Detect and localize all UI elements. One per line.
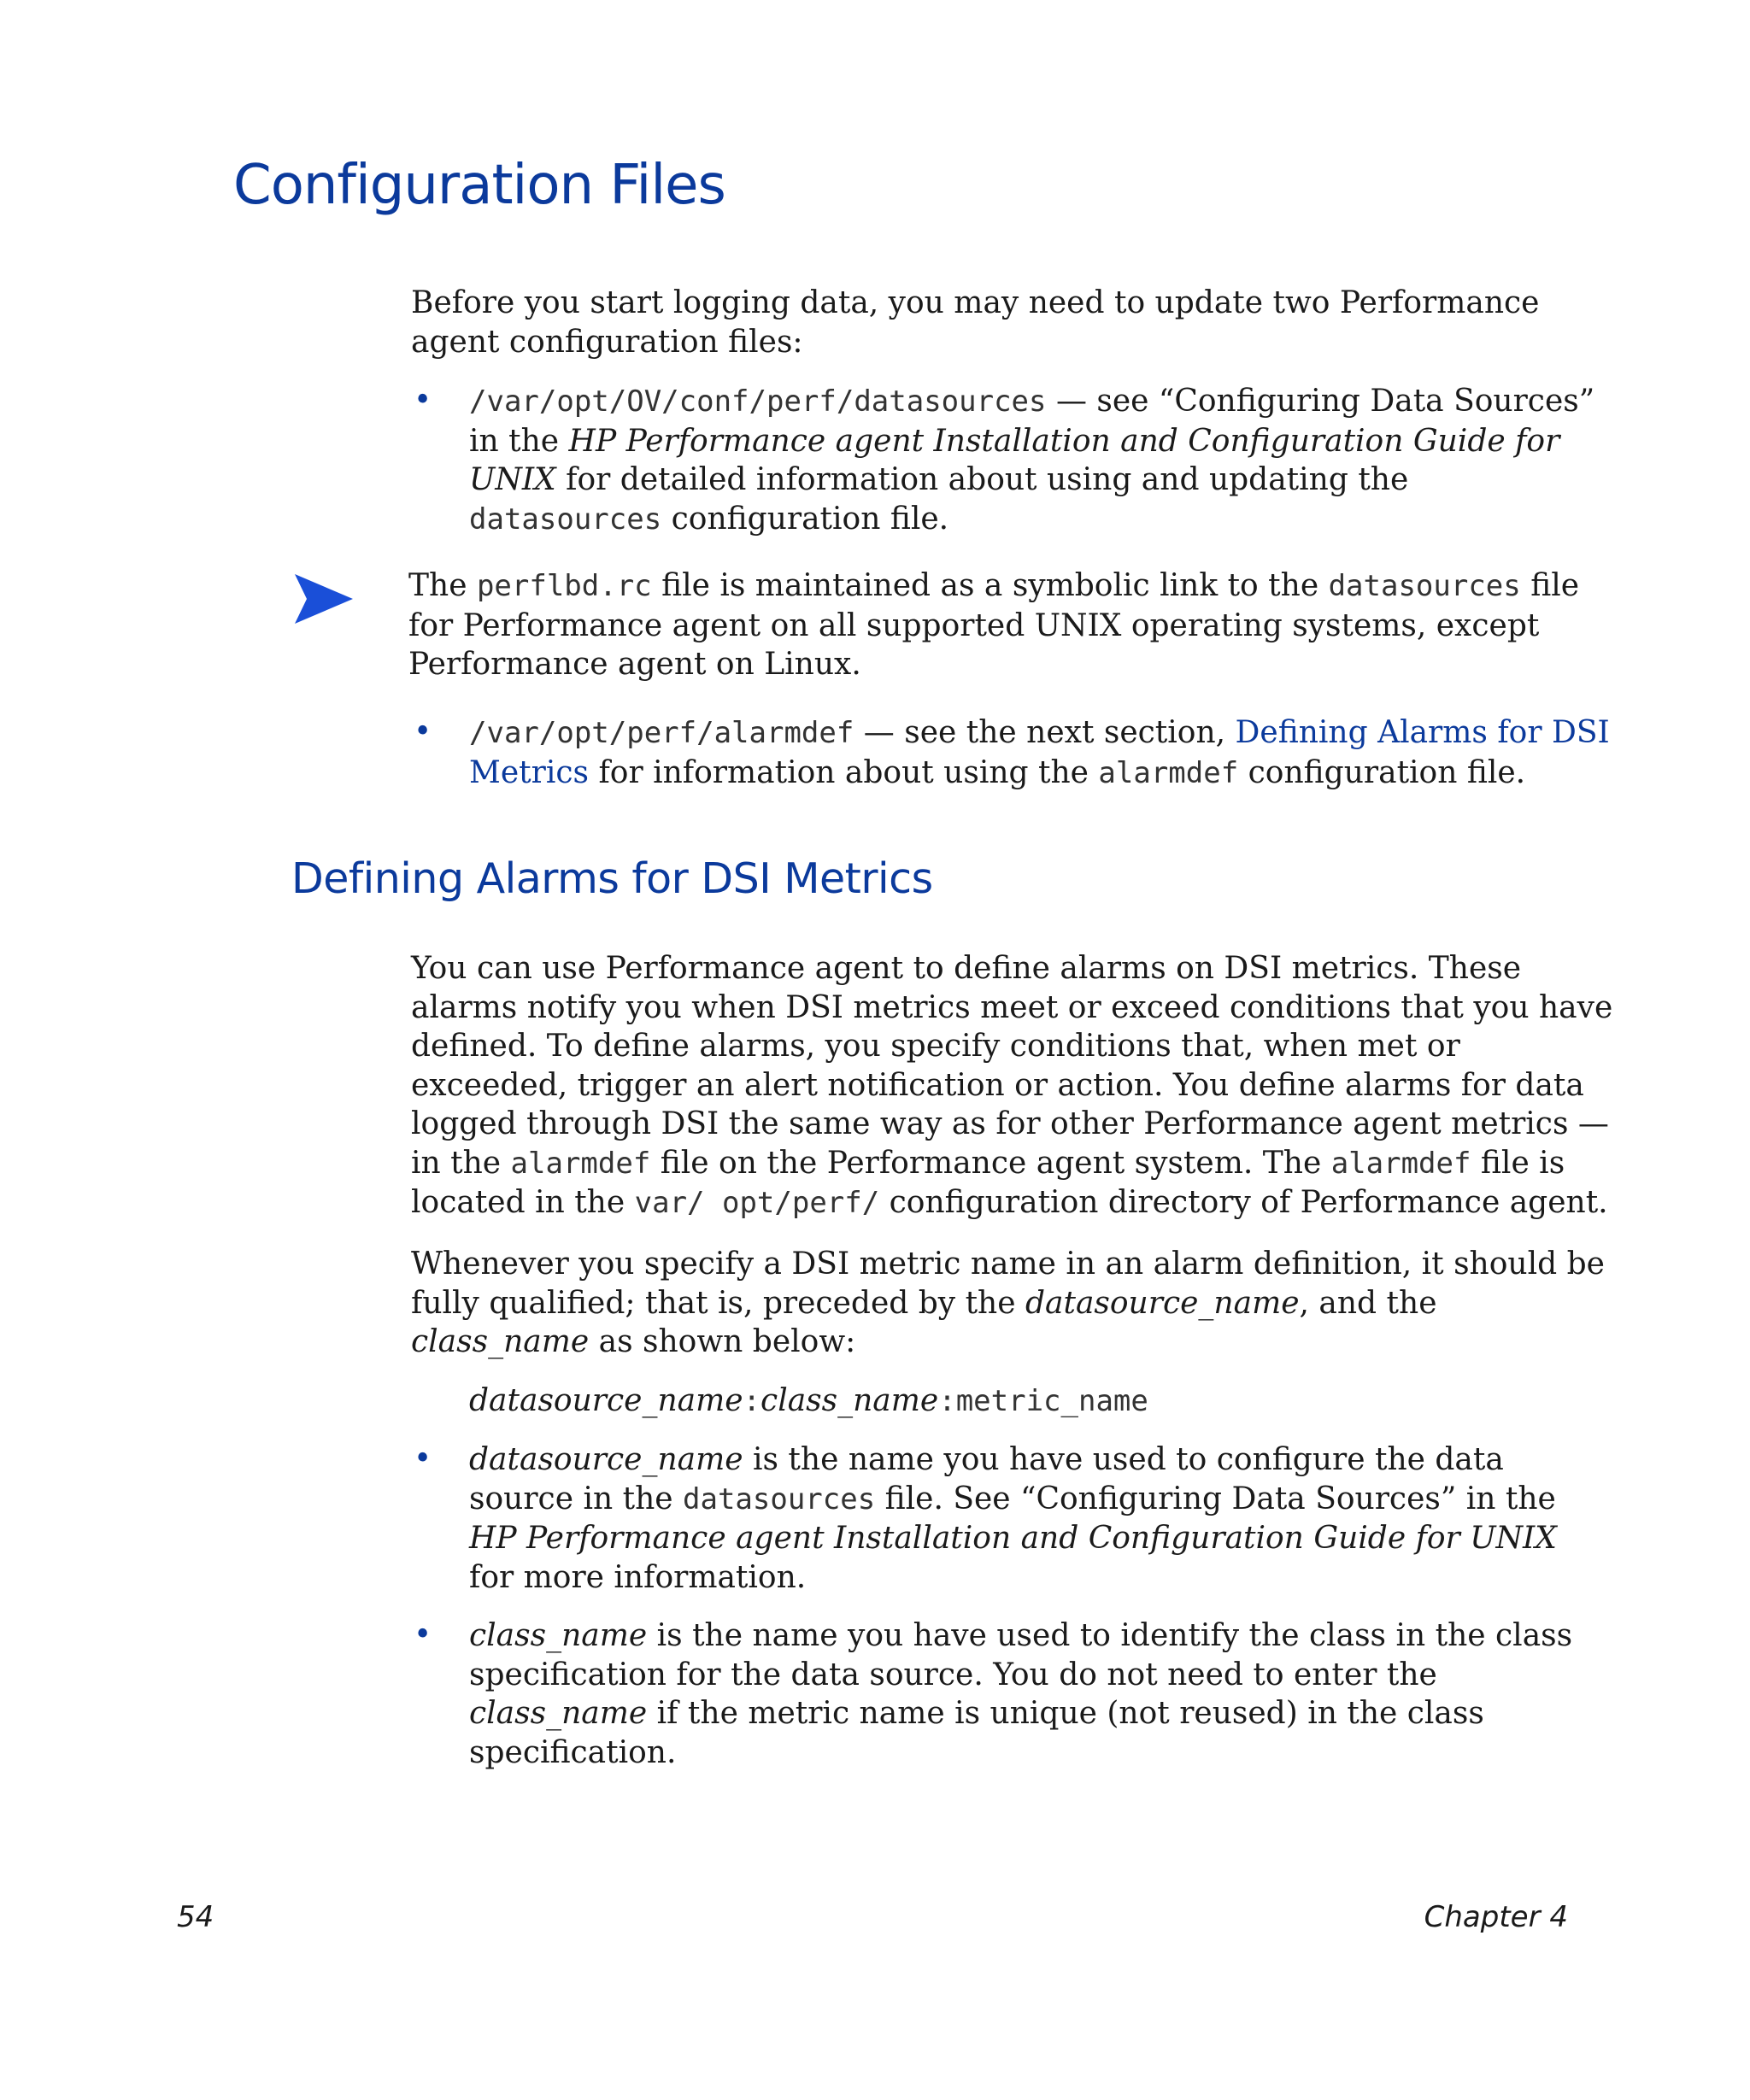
section-heading: Defining Alarms for DSI Metrics — [291, 854, 933, 903]
note-paragraph: The perflbd.rc file is maintained as a symbolic link to the datasources file for Performance agent on all supported UNIX operating systems, except Performance agent on Linux. — [408, 568, 1580, 682]
bullet-datasource-name: datasource_name is the name you have used to configure the data source in the datasources file. See “Configuring Data Sources” in the HP Performance agent Installation and Configuration Guide for UNIX for more information. — [469, 1442, 1557, 1595]
bullet-marker: • — [414, 714, 432, 749]
note-arrow-icon — [295, 574, 353, 624]
chapter-label: Chapter 4 — [1424, 1900, 1568, 1934]
datasources-path: /var/opt/OV/conf/perf/datasources — [469, 384, 1047, 419]
intro-paragraph: Before you start logging data, you may need to update two Performance agent configuration files: — [411, 285, 1540, 360]
bullet-marker: • — [414, 1441, 432, 1476]
guide-title: HP Performance agent Installation and Configuration Guide for UNIX — [469, 423, 1560, 497]
bullet-marker: • — [414, 383, 432, 418]
bullet-marker: • — [414, 1617, 432, 1652]
page-number: 54 — [177, 1900, 214, 1934]
bullet-alarmdef: /var/opt/perf/alarmdef — see the next section, Defining Alarms for DSI Metrics for information about using the alarmdef configuration file. — [469, 715, 1610, 790]
alarmdef-path: /var/opt/perf/alarmdef — [469, 716, 854, 750]
bullet-datasources: /var/opt/OV/conf/perf/datasources — see “Configuring Data Sources” in the HP Performance agent Installation and Configuration Guide for UNIX for detailed information about using and updating the datasources configuration file. — [469, 384, 1595, 537]
alarms-paragraph: You can use Performance agent to define alarms on DSI metrics. These alarms notify you when DSI metrics meet or exceed conditions that you have defined. To define alarms, you specify conditions that, when met or exceeded, trigger an alert notification or action. You define alarms for data logged through DSI the same way as for other Performance agent metrics — in the alarmdef file on the Performance agent system. The alarmdef file is located in the var/ opt/perf/ configuration directory of Performance agent. — [411, 951, 1613, 1220]
defining-alarms-link[interactable]: Defining Alarms for DSI Metrics — [469, 715, 1610, 790]
qualified-name-paragraph: Whenever you specify a DSI metric name in an alarm definition, it should be fully qualified; that is, preceded by the datasource_name, and the class_name as shown below: — [411, 1247, 1605, 1359]
page-title: Configuration Files — [233, 154, 725, 217]
bullet-class-name: class_name is the name you have used to identify the class in the class specification for the data source. You do not need to enter the class_name if the metric name is unique (not reused) in the class specification. — [469, 1618, 1573, 1770]
metric-syntax: datasource_name:class_name:metric_name — [469, 1383, 1148, 1418]
